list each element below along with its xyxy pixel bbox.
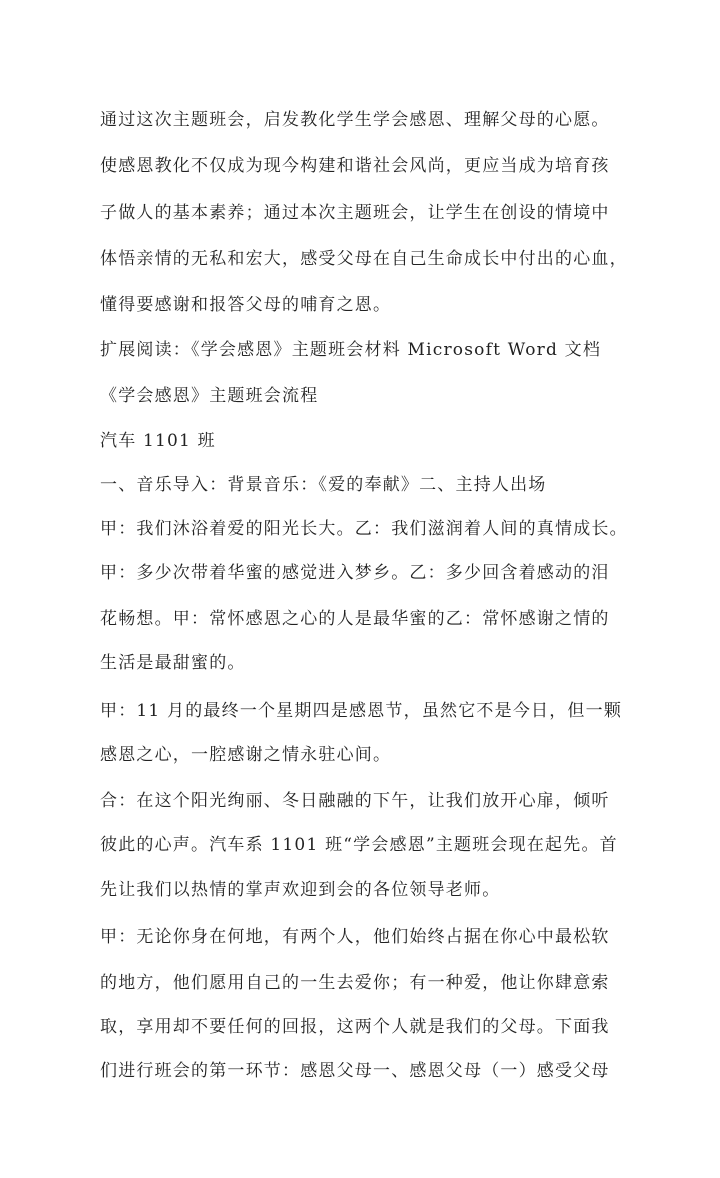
- text-line: 感恩之心，一腔感谢之情永驻心间。: [100, 745, 392, 765]
- text-line: 彼此的心声。汽车系 1101 班“学会感恩”主题班会现在起先。首: [100, 835, 618, 855]
- text-line: 一、音乐导入：背景音乐：《爱的奉献》二、主持人出场: [100, 475, 547, 495]
- text-line: 懂得要感谢和报答父母的哺育之恩。: [100, 295, 392, 315]
- text-line: 甲：无论你身在何地，有两个人，他们始终占据在你心中最松软: [100, 927, 610, 947]
- text-line: 扩展阅读：《学会感恩》主题班会材料 Microsoft Word 文档: [100, 340, 602, 360]
- text-line: 《学会感恩》主题班会流程: [100, 386, 319, 406]
- text-line: 体悟亲情的无私和宏大，感受父母在自己生命成长中付出的心血，: [100, 249, 628, 269]
- text-line: 甲：我们沐浴着爱的阳光长大。乙：我们滋润着人间的真情成长。: [100, 519, 628, 539]
- text-line: 的地方，他们愿用自己的一生去爱你；有一种爱，他让你肆意索: [100, 973, 610, 993]
- text-line: 们进行班会的第一环节：感恩父母一、感恩父母（一）感受父母: [100, 1061, 610, 1081]
- text-line: 取，享用却不要任何的回报，这两个人就是我们的父母。下面我: [100, 1017, 610, 1037]
- text-line: 通过这次主题班会，启发教化学生学会感恩、理解父母的心愿。: [100, 110, 610, 130]
- text-line: 子做人的基本素养；通过本次主题班会，让学生在创设的情境中: [100, 203, 610, 223]
- text-line: 先让我们以热情的掌声欢迎到会的各位领导老师。: [100, 880, 501, 900]
- text-line: 合：在这个阳光绚丽、冬日融融的下午，让我们放开心扉，倾听: [100, 791, 610, 811]
- text-line: 甲：11 月的最终一个星期四是感恩节，虽然它不是今日，但一颗: [100, 701, 623, 721]
- text-line: 生活是最甜蜜的。: [100, 653, 246, 673]
- text-line: 花畅想。甲：常怀感恩之心的人是最华蜜的乙：常怀感谢之情的: [100, 609, 610, 629]
- text-line: 甲：多少次带着华蜜的感觉进入梦乡。乙：多少回含着感动的泪: [100, 563, 610, 583]
- text-line: 汽车 1101 班: [100, 431, 216, 451]
- text-line: 使感恩教化不仅成为现今构建和谐社会风尚，更应当成为培育孩: [100, 156, 610, 176]
